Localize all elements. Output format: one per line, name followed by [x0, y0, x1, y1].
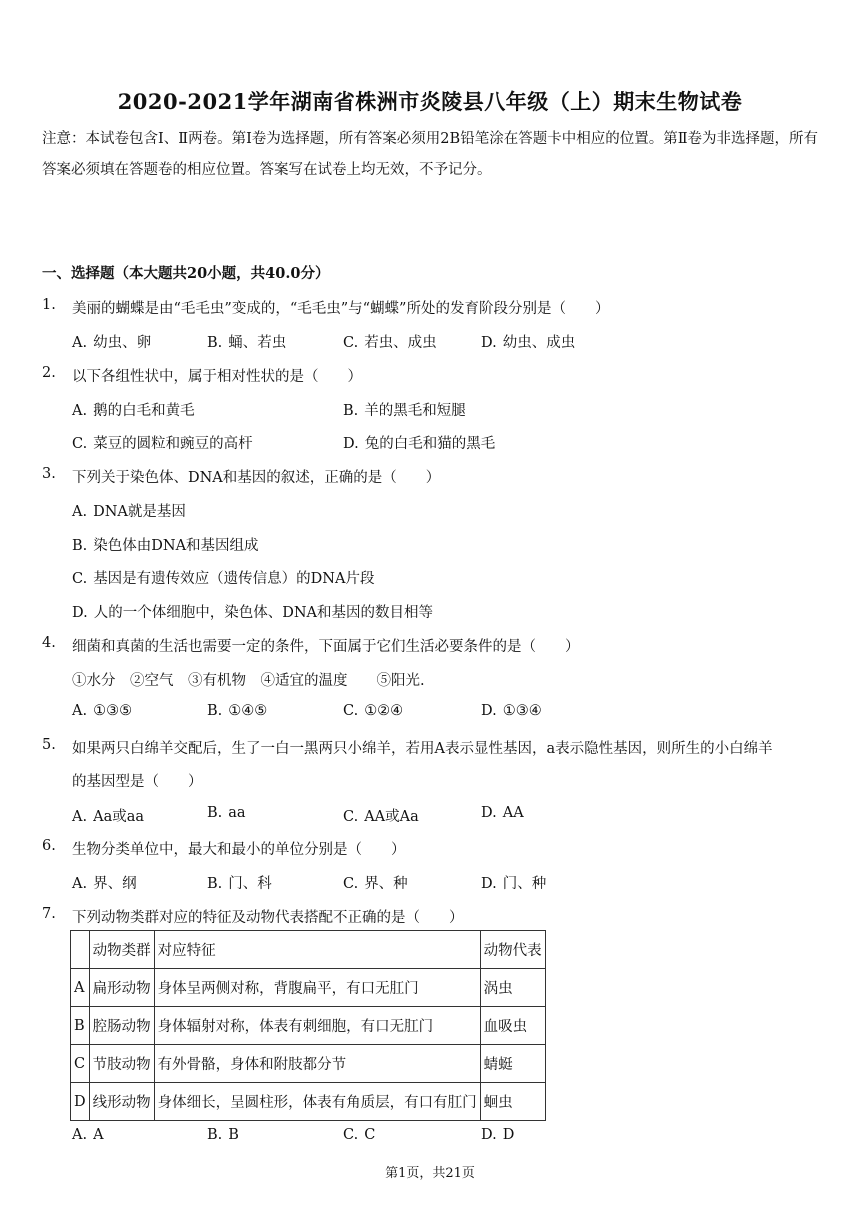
table-cell: 节肢动物 — [89, 1045, 154, 1083]
option-d: D. 门、种 — [481, 876, 547, 892]
question-number: 4. — [42, 635, 56, 651]
option-a: A. ①③⑤ — [72, 703, 133, 719]
page-footer: 第1页，共21页 — [385, 1166, 475, 1181]
table-cell: 身体呈两侧对称，背腹扁平，有口无肛门 — [154, 969, 480, 1007]
option-d: D. 幼虫、成虫 — [481, 335, 576, 351]
question-number: 7. — [42, 906, 56, 922]
question-text-cont: 的基因型是（ ） — [72, 774, 203, 790]
option-d: D. D — [481, 1127, 515, 1143]
option-d: D. 兔的白毛和猫的黑毛 — [343, 436, 496, 452]
table-row — [71, 969, 546, 1007]
option-c: C. AA或Aa — [343, 809, 419, 825]
table-cell: 身体辐射对称，体表有刺细胞，有口无肛门 — [154, 1007, 480, 1045]
table-row — [71, 1083, 546, 1121]
exam-notice: 注意：本试卷包含Ⅰ、Ⅱ两卷。第Ⅰ卷为选择题，所有答案必须用2B铅笔涂在答题卡中相应的位置。第Ⅱ卷为非选择题，所有答案必须填在答题卷的相应位置。答案写在试卷上均无效，不予记分。 — [42, 131, 819, 178]
table-cell: A — [71, 969, 90, 1007]
animal-table — [70, 930, 546, 1121]
table-cell: 血吸虫 — [480, 1007, 545, 1045]
table-cell: D — [71, 1083, 90, 1121]
table-cell: B — [71, 1007, 90, 1045]
option-b: B. 门、科 — [207, 876, 272, 892]
option-a: A. Aa或aa — [72, 809, 144, 825]
option-b: B. aa — [207, 805, 246, 821]
question-number: 1. — [42, 297, 56, 313]
table-cell — [71, 931, 90, 969]
question-text: 生物分类单位中，最大和最小的单位分别是（ ） — [72, 842, 406, 858]
question-extra: ①水分 ②空气 ③有机物 ④适宜的温度 ⑤阳光. — [72, 673, 425, 689]
option-c: C. 基因是有遗传效应（遗传信息）的DNA片段 — [72, 571, 375, 587]
table-cell: 动物代表 — [480, 931, 545, 969]
option-c: C. 菜豆的圆粒和豌豆的高杆 — [72, 436, 253, 452]
option-a: A. 鹅的白毛和黄毛 — [72, 403, 195, 419]
table-cell: 线形动物 — [89, 1083, 154, 1121]
option-b: B. ①④⑤ — [207, 703, 268, 719]
table-header-row — [71, 931, 546, 969]
question-text: 以下各组性状中，属于相对性状的是（ ） — [72, 369, 362, 385]
question-text: 细菌和真菌的生活也需要一定的条件，下面属于它们生活必要条件的是（ ） — [72, 639, 580, 655]
question-number: 3. — [42, 466, 56, 482]
question-text: 如果两只白绵羊交配后，生了一白一黑两只小绵羊，若用A表示显性基因，a表示隐性基因，则所生的小白绵羊 — [72, 741, 773, 757]
table-cell: 蜻蜓 — [480, 1045, 545, 1083]
table-row — [71, 1045, 546, 1083]
table-cell: 蛔虫 — [480, 1083, 545, 1121]
question-text: 美丽的蝴蝶是由“毛毛虫”变成的，“毛毛虫”与“蝴蝶”所处的发育阶段分别是（ ） — [72, 301, 610, 317]
option-b: B. 羊的黑毛和短腿 — [343, 403, 466, 419]
table-cell: 有外骨骼，身体和附肢都分节 — [154, 1045, 480, 1083]
option-c: C. 若虫、成虫 — [343, 335, 437, 351]
section-heading: 一、选择题（本大题共20小题，共40.0分） — [42, 265, 330, 282]
question-number: 2. — [42, 365, 56, 381]
table-cell: 涡虫 — [480, 969, 545, 1007]
option-d: D. AA — [481, 805, 524, 821]
question-text: 下列关于染色体、DNA和基因的叙述，正确的是（ ） — [72, 470, 441, 486]
option-c: C. ①②④ — [343, 703, 404, 719]
table-cell: 腔肠动物 — [89, 1007, 154, 1045]
table-cell: 动物类群 — [89, 931, 154, 969]
option-c: C. C — [343, 1127, 376, 1143]
table-row — [71, 1007, 546, 1045]
table-cell: 对应特征 — [154, 931, 480, 969]
option-c: C. 界、种 — [343, 876, 408, 892]
question-text: 下列动物类群对应的特征及动物代表搭配不正确的是（ ） — [72, 910, 464, 926]
page-title: 2020-2021学年湖南省株洲市炎陵县八年级（上）期末生物试卷 — [117, 89, 743, 114]
option-d: D. 人的一个体细胞中，染色体、DNA和基因的数目相等 — [72, 605, 434, 621]
question-number: 6. — [42, 838, 56, 854]
option-b: B. 蛹、若虫 — [207, 335, 287, 351]
option-d: D. ①③④ — [481, 703, 542, 719]
option-b: B. 染色体由DNA和基因组成 — [72, 538, 259, 554]
table-cell: C — [71, 1045, 90, 1083]
table-cell: 身体细长，呈圆柱形，体表有角质层，有口有肛门 — [154, 1083, 480, 1121]
table-cell: 扁形动物 — [89, 969, 154, 1007]
question-number: 5. — [42, 737, 56, 753]
option-a: A. 界、纲 — [72, 876, 137, 892]
option-b: B. B — [207, 1127, 239, 1143]
option-a: A. A — [72, 1127, 104, 1143]
option-a: A. 幼虫、卵 — [72, 335, 152, 351]
option-a: A. DNA就是基因 — [72, 504, 186, 520]
